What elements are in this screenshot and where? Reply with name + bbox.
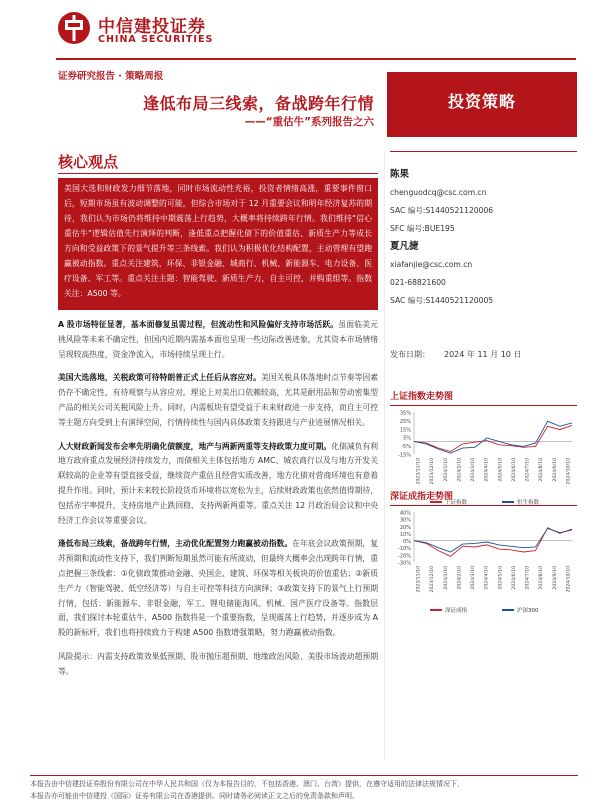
paragraph-tariff [58,371,378,430]
y-tick-label: 35% [399,410,411,417]
y-tick-label: -15% [398,452,411,459]
strategy-banner [387,72,577,137]
x-tick-label: 2024/7/10 [525,458,531,482]
y-tick-label: 5% [403,435,411,442]
footer-disclaimer [30,778,578,800]
series-line [414,425,572,451]
x-tick-label: 2024/5/10 [498,458,504,482]
chart-shenzhen-plot [390,506,577,624]
paragraph-tariff-text: 美国关税具体落地时点节奏等因素仍存不确定性，有待观察与从容应对。理论上对美出口依赖较高，尤其是耐用品和劳动密集型产品的相关公司关税风险上升。同时，内需板块有望受益于未来财政进一步支持，而自主可控等主题方向受到上有演绎空间，行情持续性与国内具体政策支持跟进与产业进展情况相关。 [58,373,379,427]
report-subtitle: ——“重估牛”系列报告之六 [244,116,374,128]
x-tick-label: 2024/3/10 [471,458,477,482]
y-tick-label: 0% [403,539,411,546]
strategy-label: 投资策略 [447,92,516,111]
logo-chinese-name: 中信建投证券 [98,17,206,37]
risk-warning: 风险提示：内需支持政策效果低预期、股市抛压超预期、地缘政治风险、美股市场波动超预期等。 [58,651,378,676]
y-tick-label: -10% [398,546,411,553]
x-tick-label: 2024/4/10 [484,458,490,482]
x-tick-label: 2024/1/10 [443,458,449,482]
x-tick-label: 2024/9/10 [552,566,558,590]
paragraph-fiscal [58,440,378,529]
publish-date-value: 2024 年 11 月 10 日 [444,350,522,359]
footer-line: 本报告亦可能由中信建投（国际）证券有限公司在香港提供。同时请务必阅读正文之后的免责条款和声明。 [30,792,359,800]
analyst-phone: 021-68821600 [390,278,446,287]
paragraph-tariff-lead: 美国大选落地，关税政策可待特朗普正式上任后从容应对。 [58,373,261,383]
x-tick-label: 2024/6/10 [511,458,517,482]
y-tick-label: 10% [399,531,411,538]
x-tick-label: 2023/11/10 [416,458,422,485]
legend-label: 沪深300 [517,608,539,614]
paragraph-market-lead: A 股市场特征显著，基本面修复虽需过程，但流动性和风险偏好支持市场活跃。 [58,320,339,329]
analyst-sac: SAC 编号:S1440521120006 [390,206,494,215]
header-rule [56,58,576,60]
core-view-heading: 核心观点 [58,153,119,171]
publish-date [390,349,521,360]
paragraph-fiscal-lead: 人大财政新闻发布会率先明确化债额度，地产与两新两重等支持政策力度可期。 [58,441,332,451]
y-tick-label: 25% [399,418,411,425]
y-tick-label: 40% [399,510,411,517]
core-summary-box [58,178,378,310]
x-tick-label: 2024/9/10 [552,458,558,482]
x-tick-label: 2024/10/10 [566,566,572,593]
x-tick-label: 2024/8/10 [539,458,545,482]
x-tick-label: 2024/4/10 [484,566,490,590]
chart-shenzhen-title: 深证成指走势图 [390,489,577,506]
x-tick-label: 2024/3/10 [471,566,477,590]
analyst-name: 夏凡捷 [390,241,419,252]
legend-label: 恒生指数 [517,500,540,506]
legend-label: 上证指数 [445,500,468,506]
paragraph-strategy [58,537,378,641]
chart-shenzhen [390,489,577,628]
company-logo [56,10,216,50]
paragraph-strategy-text: 在年底会议政策预期，复苏预期和流动性支持下，我们判断短期虽然可能有所波动，但最终大概率会出现跨年行情，重点把握三条线索：①化债政策推动金融、央国企、建筑、环保等相关板块的价值重估；②新质生产力（智能驾驶、低空经济等）与自主可控等科技方向演绎；③政策支持下的景气上行预期行情，包括：新能源车、非银金融，军工、锂电储能海风、机械、国产医疗设备等。指数层面，我们探讨本轮重估牛，A500 指数将是一个重要指数，呈现震荡上行趋势，并逐步成为 A 股的新标杆，我们也将持续致力于构建 A500 指数增强策略，努力跑赢被动指数。 [58,539,379,638]
y-tick-label: -5% [401,444,411,451]
x-tick-label: 2023/11/10 [416,566,422,593]
logo-mark-icon [56,10,92,46]
x-tick-label: 2024/6/10 [511,566,517,590]
x-tick-label: 2024/1/10 [443,566,449,590]
paragraph-fiscal-text: 化债减负有利地方政府重点发展经济持续发力，而债相关主体包括地方 AMC、城农商行以及与地方开发关联较高的企业等有望直接受益，继续资产重估且经营实质改善，地方化债对营商环境也有意着提升作用。同时，预计未来较长阶段货币环境将以宽松为主，后续财政政策也依然值得期待，包括赤字率提升，支持房地产止跌回稳、支持两新两重等。重点关注 12 月政治局会议和中央经济工作会议等重要会议。 [58,441,379,525]
analyst-sfc: SFC 编号:BUE195 [390,224,455,233]
analyst-email: chenguodcq@csc.com.cn [390,188,487,197]
y-tick-label: -20% [398,553,411,560]
paragraph-market [58,318,378,362]
x-tick-label: 2023/12/10 [430,458,436,485]
report-title: 逢低布局三线索，备战跨年行情 [142,94,374,113]
x-tick-label: 2024/7/10 [525,566,531,590]
sidebar-rule [390,151,577,152]
analyst-info [390,166,577,310]
x-tick-label: 2024/10/10 [566,458,572,485]
logo-english-name: CHINA SECURITIES [98,34,214,45]
footer-rule [30,775,578,776]
x-tick-label: 2024/2/10 [457,458,463,482]
x-tick-label: 2024/8/10 [539,566,545,590]
core-view-rule [58,173,378,174]
core-summary-text: 美国大选和财政发力细节落地，同时市场流动性充裕，投资者情绪高涨，重要事件窗口后，短期市场虽有波动调整的可能，但综合市场对于 12 月重要会议和明年经济复苏的期待，我们认为市场仍将维持中期震荡上行趋势，大概率将持续跨年行情。我们维持“信心重估牛”逻辑估值先行演绎的判断，逢低重点把握化债下的价值重估、新质生产力等成长方向和受益政策下的景气提升等三条线索。我们认为积极优化结构配置，主动管理有望跑赢被动指数。重点关注建筑、环保、非银金融、城商行、机械、新能源车、电力设备、医疗设备、军工等。重点关注主题：智能驾驶、新质生产力，自主可控，并购重组等。指数关注：A500 等。 [64,184,372,298]
chart-shanghai-title: 上证指数走势图 [390,389,577,406]
footer-line: 本报告由中信建投证券股份有限公司在中华人民共和国（仅为本报告目的，不包括香港、澳门、台湾）提供，在遵守适用的法律法规情况下， [30,780,464,788]
series-line [414,528,572,557]
y-tick-label: 30% [399,517,411,524]
analyst-name: 陈果 [390,169,410,180]
legend-label: 深证成指 [445,608,468,614]
body-column [58,318,378,689]
column-divider [384,150,385,760]
x-tick-label: 2023/12/10 [430,566,436,593]
x-tick-label: 2024/5/10 [498,566,504,590]
y-tick-label: 15% [399,427,411,434]
y-tick-label: 20% [399,524,411,531]
publish-date-label: 发布日期： [390,350,430,359]
analyst-email: xiafanjie@csc.com.cn [390,260,473,269]
analyst-sac: SAC 编号:S1440521120005 [390,296,494,305]
paragraph-market-text: 虽面临美元挑风险等未来不确定性，但国内近期内需基本面也呈现一些边际改善迹象，尤其资本市场情绪呈现较高热度，资金净流入，市场持续呈现上行。 [58,320,379,359]
paragraph-strategy-lead: 逢低布局三线索，备战跨年行情，主动优化配置努力跑赢被动指数。 [58,539,293,549]
series-line [414,528,572,552]
x-tick-label: 2024/2/10 [457,566,463,590]
y-tick-label: -30% [398,560,411,567]
report-type: 证券研究报告 · 策略周报 [58,71,164,82]
